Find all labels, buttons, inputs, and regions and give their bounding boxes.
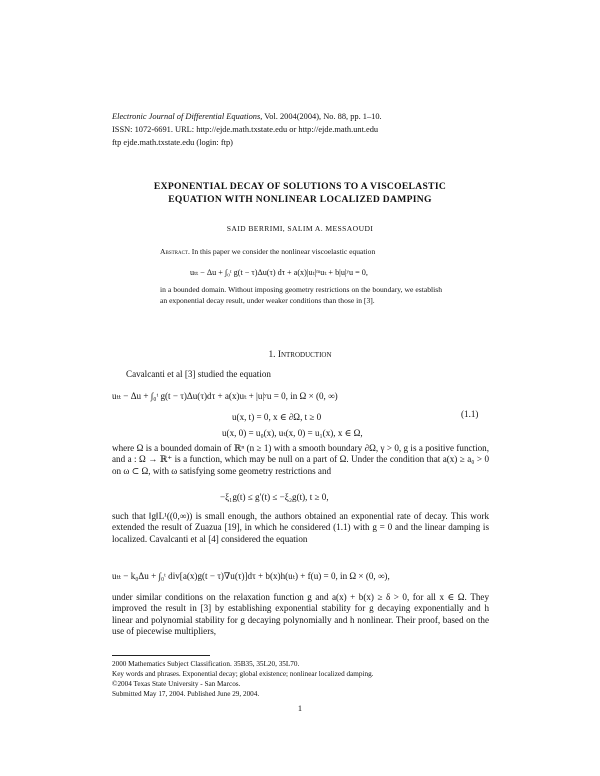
section-heading: [0, 350, 600, 360]
equation-1-1-line-3: u(x, 0) = u₀(x), uₜ(x, 0) = u₁(x), x ∈ Ω,: [222, 428, 363, 438]
intro-paragraph-3: such that ‖g‖L¹((0,∞)) is small enough, the authors obtained an exponential rate of decay. This work extended the result of Zuazua [19], in which he considered (1.1) with g = 0 and the linear damping is localized. Cavalcanti et al [4] considered the equation: [112, 511, 489, 544]
footnote-msc: 2000 Mathematics Subject Classification. 35B35, 35L20, 35L70.: [112, 660, 300, 668]
footnote-submitted: Submitted May 17, 2004. Published June 29, 2004.: [112, 690, 260, 698]
equation-1-1-line-2: u(x, t) = 0, x ∈ ∂Ω, t ≥ 0: [232, 412, 322, 422]
authors: SAID BERRIMI, SALIM A. MESSAOUDI: [226, 224, 374, 233]
equation-number-1-1: (1.1): [461, 409, 479, 419]
intro-paragraph-1: Cavalcanti et al [3] studied the equation: [126, 369, 271, 379]
abstract-lead: [160, 247, 442, 258]
equation-cavalcanti: uₜₜ − k₀Δu + ∫₀ᵗ div[a(x)g(t − τ)∇u(τ)]dτ + b(x)h(uₜ) + f(u) = 0, in Ω × (0, ∞),: [112, 571, 390, 581]
journal-name: Electronic Journal of Differential Equations: [112, 112, 261, 121]
journal-citation: [112, 111, 382, 122]
intro-paragraph-4: under similar conditions on the relaxation function g and a(x) + b(x) ≥ δ > 0, for all x ∈ Ω. They improved the result in [3] by establishing exponential stability for g decaying exponentially and h linear and polynomial stability for g decaying polynomially and h nonlinear. Their proof, based on the use of piecewise multipliers,: [112, 592, 489, 637]
title-line-2: EQUATION WITH NONLINEAR LOCALIZED DAMPING: [168, 194, 432, 205]
section-number: 1.: [268, 350, 278, 360]
abstract-equation: uₜₜ − Δu + ∫₀ᵗ g(t − τ)Δu(τ) dτ + a(x)|uₜ|ᵐuₜ + b|u|ʸu = 0,: [190, 268, 368, 277]
abstract-body: in a bounded domain. Without imposing geometry restrictions on the boundary, we establish an exponential decay result, under weaker conditions than those in [3].: [160, 285, 442, 305]
ftp-line: ftp ejde.math.txstate.edu (login: ftp): [112, 138, 233, 147]
abstract-lead-text: In this paper we consider the nonlinear viscoelastic equation: [189, 247, 376, 256]
equation-1-1-line-1: uₜₜ − Δu + ∫₀ᵗ g(t − τ)Δu(τ)dτ + a(x)uₜ + |u|ʸu = 0, in Ω × (0, ∞): [112, 391, 338, 401]
footnote-rule: [112, 655, 210, 656]
equation-decay-condition: −ξ₁g(t) ≤ g′(t) ≤ −ξ₂g(t), t ≥ 0,: [220, 492, 329, 502]
intro-paragraph-2: where Ω is a bounded domain of ℝⁿ (n ≥ 1) with a smooth boundary ∂Ω, γ > 0, g is a positive function, and a : Ω → ℝ⁺ is a function, which may be null on a part of Ω. Under the condition that a(x) ≥ a₀ > 0 on ω ⊂ Ω, with ω satisfying some geometry restrictions and: [112, 443, 489, 476]
journal-volume: , Vol. 2004(2004), No. 88, pp. 1–10.: [260, 112, 382, 121]
footnote-keywords: Key words and phrases. Exponential decay; global existence; nonlinear localized damping.: [112, 670, 374, 678]
title-line-1: EXPONENTIAL DECAY OF SOLUTIONS TO A VISCOELASTIC: [153, 181, 447, 192]
page-number: 1: [297, 704, 303, 713]
issn-line: ISSN: 1072-6691. URL: http://ejde.math.txstate.edu or http://ejde.math.unt.edu: [112, 125, 379, 134]
footnote-copyright: ©2004 Texas State University - San Marcos.: [112, 680, 241, 688]
abstract-label: Abstract.: [160, 247, 190, 256]
section-title: Introduction: [277, 350, 332, 360]
